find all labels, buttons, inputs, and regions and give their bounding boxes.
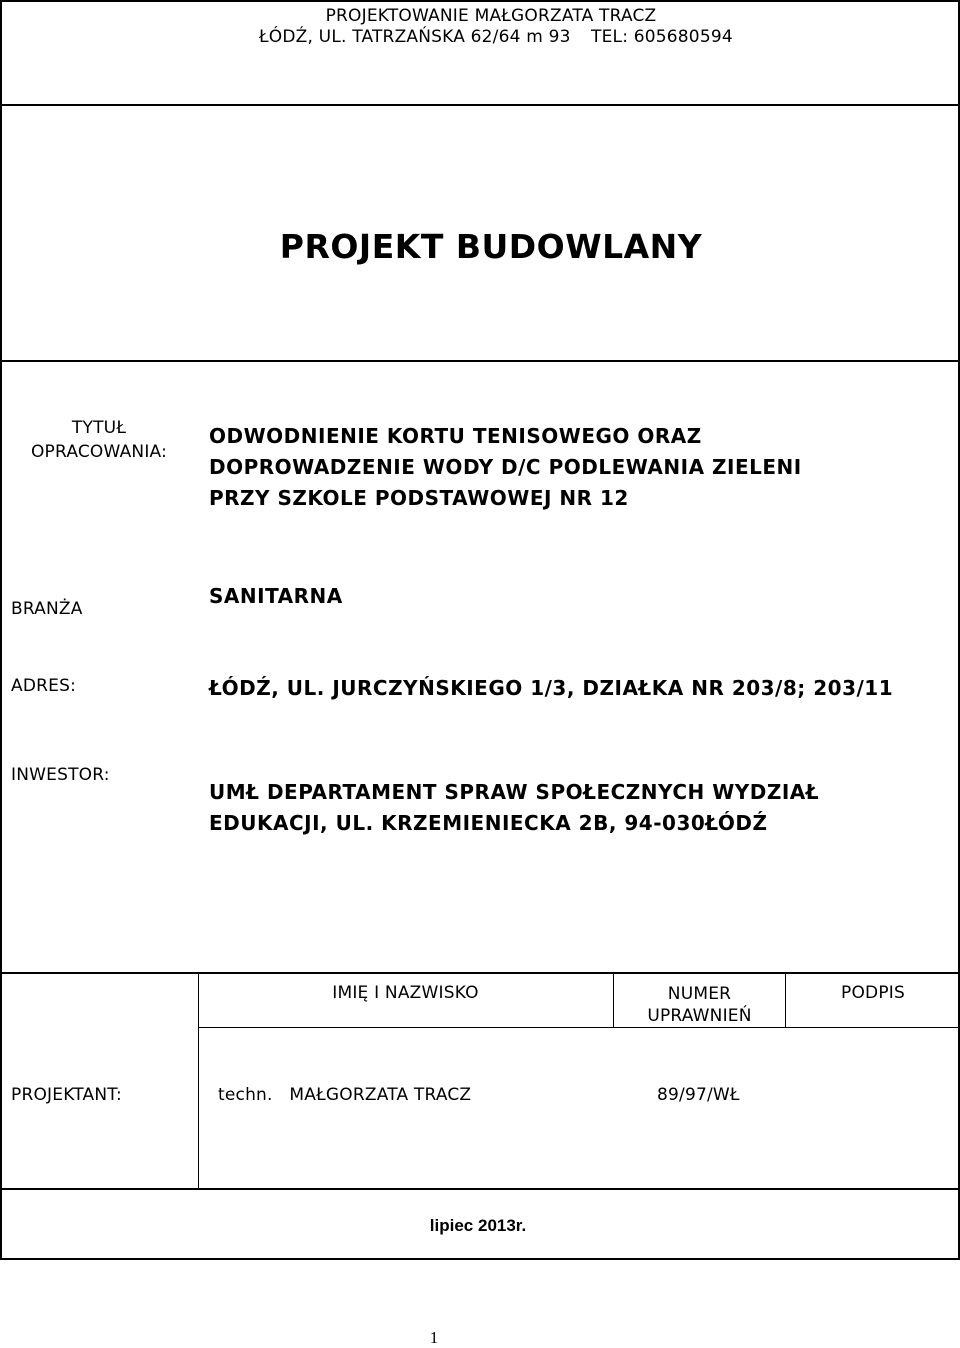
title-label-line1: TYTUŁ [71,418,127,438]
title-label-line2: OPRACOWANIA: [30,442,168,462]
investor-label: INWESTOR: [11,765,110,785]
branch-value: SANITARNA [209,584,343,608]
investor-value-line1: UMŁ DEPARTAMENT SPRAW SPOŁECZNYCH WYDZIAŁ [209,780,820,804]
header-company: PROJEKTOWANIE MAŁGORZATA TRACZ [325,6,657,26]
branch-label: BRANŻA [11,599,83,619]
title-label [14,418,184,462]
table-divider-col1 [198,972,199,1190]
table-divider-horizontal [198,1027,960,1028]
column-header-number [614,983,785,1027]
document-title: PROJEKT BUDOWLANY [279,227,703,266]
column-header-name: IMIĘ I NAZWISKO [332,983,479,1003]
title-value-line3: PRZY SZKOLE PODSTAWOWEJ NR 12 [209,486,629,510]
column-header-number-line1: NUMER [667,984,732,1004]
row-label-designer: PROJEKTANT: [11,1085,122,1105]
investor-value-line2: EDUKACJI, UL. KRZEMIENIECKA 2B, 94-030ŁÓDŹ [209,811,768,835]
title-value [209,421,802,514]
address-label: ADRES: [11,676,76,696]
title-value-line1: ODWODNIENIE KORTU TENISOWEGO ORAZ [209,424,702,448]
row-designer-number: 89/97/WŁ [657,1085,740,1105]
row-designer-name: techn. MAŁGORZATA TRACZ [218,1085,472,1105]
investor-value [209,777,819,839]
address-value: ŁÓDŹ, UL. JURCZYŃSKIEGO 1/3, DZIAŁKA NR 203/8; 203/11 [209,676,894,700]
column-header-signature: PODPIS [841,983,905,1003]
header-address: ŁÓDŹ, UL. TATRZAŃSKA 62/64 m 93 [259,27,571,47]
header-phone: TEL: 605680594 [591,27,733,47]
page-number: 1 [429,1328,439,1347]
title-value-line2: DOPROWADZENIE WODY D/C PODLEWANIA ZIELENI [209,455,802,479]
column-header-number-line2: UPRAWNIEŃ [647,1006,752,1026]
date: lipiec 2013r. [429,1216,527,1235]
signature-table [0,972,960,1190]
